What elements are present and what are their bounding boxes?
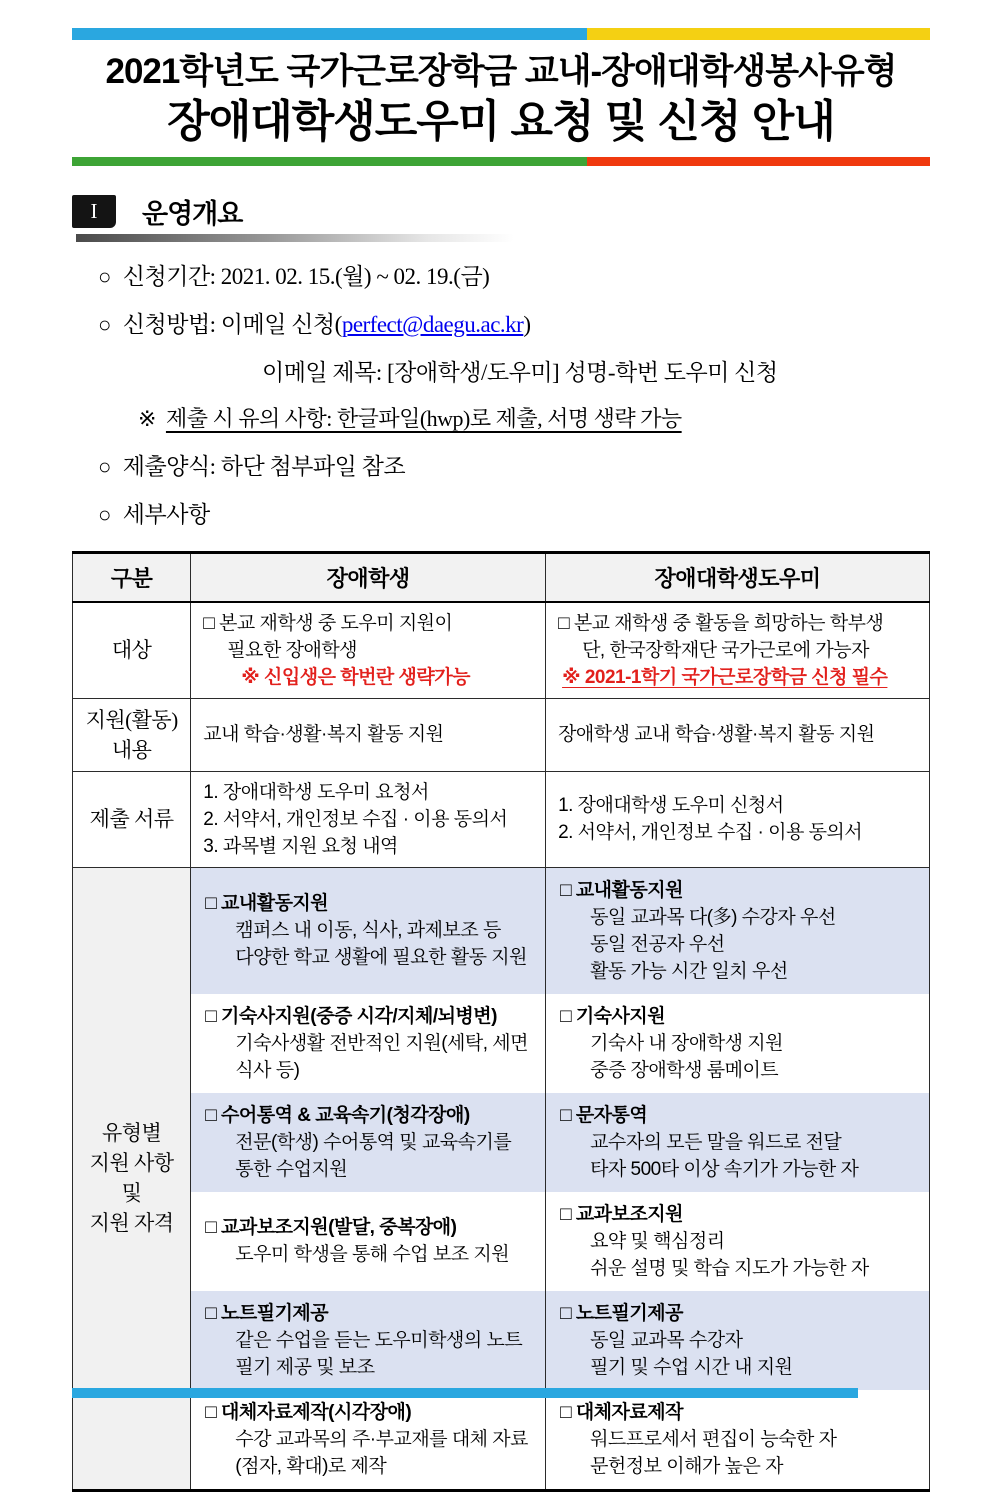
helper-support-cell: [546, 867, 930, 994]
table-header-cell: 장애대학생도우미: [546, 552, 930, 602]
disabled-support-cell: [191, 1093, 546, 1192]
support-type-title: □ 기숙사지원(중증 시각/지체/뇌병변): [205, 1005, 497, 1027]
disabled-content-cell: 교내 학습·생활·복지 활동 지원: [191, 698, 546, 771]
document-title: [72, 50, 930, 149]
circle-bullet-icon: ○: [98, 263, 111, 289]
table-subrow: [73, 994, 930, 1093]
intro-form-line: [72, 448, 930, 481]
row-label-line: 유형별: [101, 1121, 162, 1146]
section-underline-gradient: [76, 234, 514, 242]
footer-decorative-bar: [72, 1388, 858, 1398]
support-type-detail: 통한 수업지원: [235, 1158, 348, 1180]
support-type-title: □ 수어통역 & 교육속기(청각장애): [205, 1104, 470, 1126]
disabled-target-cell: [191, 602, 546, 699]
section-title: 운영개요: [142, 198, 243, 229]
intro-details-text: 세부사항: [122, 501, 210, 527]
intro-method-line: [72, 306, 930, 339]
intro-form-text: 제출양식: 하단 첨부파일 참조: [122, 453, 406, 479]
top-decorative-bar: [72, 28, 930, 40]
intro-note-text: 제출 시 유의 사항: 한글파일(hwp)로 제출, 서명 생략 가능: [165, 405, 682, 431]
table-header-cell: 장애학생: [191, 552, 546, 602]
cell-line: 1. 장애대학생 도우미 요청서: [203, 781, 429, 803]
circle-bullet-icon: ○: [98, 453, 111, 479]
cell-line: 1. 장애대학생 도우미 신청서: [558, 795, 784, 817]
support-type-title: □ 교내활동지원: [560, 879, 683, 901]
table-subrow: [73, 1093, 930, 1192]
helper-content-cell: 장애학생 교내 학습·생활·복지 활동 지원: [546, 698, 930, 771]
reference-mark-icon: ※: [138, 405, 156, 431]
top-bar-yellow-segment: [587, 28, 930, 40]
intro-email-subject-line: [72, 354, 930, 387]
circle-bullet-icon: ○: [98, 501, 111, 527]
cell-line: □ 본교 재학생 중 도우미 지원이: [203, 612, 453, 634]
support-type-detail: 쉬운 설명 및 학습 지도가 가능한 자: [590, 1257, 869, 1279]
row-label-line: 내용: [111, 737, 152, 762]
disabled-support-cell: [191, 994, 546, 1093]
circle-bullet-icon: ○: [98, 311, 111, 337]
intro-details-line: [72, 496, 930, 529]
support-type-detail: (점자, 확대)로 제작: [235, 1455, 387, 1477]
disabled-docs-cell: [191, 771, 546, 867]
support-type-detail: 도우미 학생을 통해 수업 보조 지원: [235, 1244, 510, 1266]
support-type-title: □ 기숙사지원: [560, 1005, 666, 1027]
support-type-title: □ 교과보조지원(발달, 중복장애): [205, 1217, 457, 1239]
table-subrow: [73, 867, 930, 994]
red-note-line: ※ 2021-1학기 국가근로장학금 신청 필수: [562, 666, 888, 688]
intro-period-text: 신청기간: 2021. 02. 15.(월) ~ 02. 19.(금): [122, 263, 490, 289]
row-label-line: 지원 사항: [89, 1151, 174, 1176]
support-type-detail: 기숙사 내 장애학생 지원: [590, 1032, 783, 1054]
email-link[interactable]: perfect@daegu.ac.kr: [341, 311, 524, 337]
red-note-line: ※ 신입생은 학번란 생략가능: [241, 666, 470, 688]
table-header-cell: 구분: [73, 552, 191, 602]
support-type-detail: 동일 전공자 우선: [590, 933, 725, 955]
info-table-wrap: [72, 551, 930, 1492]
table-subrow: [73, 1390, 930, 1491]
support-type-detail: 캠퍼스 내 이동, 식사, 과제보조 등: [235, 920, 501, 942]
support-type-detail: 워드프로세서 편집이 능숙한 자: [590, 1428, 837, 1450]
row-label-cell: 제출 서류: [73, 771, 191, 867]
support-type-detail: 수강 교과목의 주·부교재를 대체 자료: [235, 1428, 529, 1450]
support-type-title: □ 노트필기제공: [205, 1302, 329, 1324]
support-type-title: □ 교내활동지원: [205, 893, 329, 915]
helper-support-cell: [546, 1093, 930, 1192]
cell-line: 2. 서약서, 개인정보 수집 · 이용 동의서: [203, 808, 508, 830]
row-label-cell: [73, 698, 191, 771]
helper-support-cell: [546, 1291, 930, 1390]
cell-line: 2. 서약서, 개인정보 수집 · 이용 동의서: [558, 822, 863, 844]
support-type-detail: 문헌정보 이해가 높은 자: [590, 1455, 783, 1477]
support-type-detail: 같은 수업을 듣는 도우미학생의 노트: [235, 1329, 523, 1351]
support-type-detail: 다양한 학교 생활에 필요한 활동 지원: [235, 947, 527, 969]
support-type-detail: 활동 가능 시간 일치 우선: [590, 960, 788, 982]
support-type-title: □ 교과보조지원: [560, 1203, 683, 1225]
divider-red-segment: [587, 157, 930, 166]
divider-green-segment: [72, 157, 587, 166]
title-line-2: 장애대학생도우미 요청 및 신청 안내: [167, 96, 835, 146]
support-type-detail: 중증 장애학생 룸메이트: [590, 1059, 779, 1081]
disabled-support-cell: [191, 1291, 546, 1390]
table-row-target: [73, 602, 930, 699]
support-type-detail: 동일 교과목 수강자: [590, 1329, 743, 1351]
support-type-detail: 필기 제공 및 보조: [235, 1356, 375, 1378]
support-type-detail: 타자 500타 이상 속기가 가능한 자: [590, 1158, 859, 1180]
cell-line: 3. 과목별 지원 요청 내역: [203, 835, 398, 857]
table-row-content: [73, 698, 930, 771]
helper-support-cell: [546, 1390, 930, 1491]
intro-note-line: [72, 402, 930, 433]
helper-support-cell: [546, 994, 930, 1093]
row-label-cell: 대상: [73, 602, 191, 699]
intro-list: [72, 258, 930, 529]
cell-line: 필요한 장애학생: [227, 639, 358, 661]
row-label-line: 및: [121, 1181, 142, 1206]
cell-line: □ 본교 재학생 중 활동을 희망하는 학부생: [558, 612, 884, 634]
table-subrow: [73, 1291, 930, 1390]
cell-line: 단, 한국장학재단 국가근로에 가능자: [582, 639, 869, 661]
support-type-detail: 식사 등): [235, 1059, 300, 1081]
row-label-line: 지원(활동): [85, 707, 178, 732]
section-numeral-box: I: [72, 195, 116, 228]
intro-period-line: [72, 258, 930, 291]
helper-target-cell: [546, 602, 930, 699]
support-type-detail: 기숙사생활 전반적인 지원(세탁, 세면: [235, 1032, 529, 1054]
support-type-detail: 교수자의 모든 말을 워드로 전달: [590, 1131, 842, 1153]
intro-email-subject-text: 이메일 제목: [장애학생/도우미] 성명-학번 도우미 신청: [262, 359, 778, 385]
support-type-detail: 전문(학생) 수어통역 및 교육속기를: [235, 1131, 512, 1153]
info-table: [72, 551, 930, 1492]
row-label-line: 지원 자격: [89, 1211, 174, 1236]
support-type-title: □ 대체자료제작: [560, 1401, 683, 1423]
disabled-support-cell: [191, 1192, 546, 1291]
table-row-docs: [73, 771, 930, 867]
support-type-detail: 필기 및 수업 시간 내 지원: [590, 1356, 793, 1378]
top-bar-blue-segment: [72, 28, 587, 40]
support-type-title: □ 노트필기제공: [560, 1302, 683, 1324]
support-type-title: □ 문자통역: [560, 1104, 648, 1126]
disabled-support-cell: [191, 867, 546, 994]
support-type-title: □ 대체자료제작(시각장애): [205, 1401, 412, 1423]
support-type-detail: 동일 교과목 다(多) 수강자 우선: [590, 906, 836, 928]
helper-support-cell: [546, 1192, 930, 1291]
support-type-detail: 요약 및 핵심정리: [590, 1230, 725, 1252]
table-header-row: [73, 552, 930, 602]
section-header: [72, 192, 930, 231]
title-line-1: 2021학년도 국가근로장학금 교내-장애대학생봉사유형: [105, 52, 897, 91]
title-divider-bar: [72, 157, 930, 166]
intro-method-text: 신청방법: 이메일 신청(perfect@daegu.ac.kr): [122, 311, 531, 337]
helper-docs-cell: [546, 771, 930, 867]
table-subrow: [73, 1192, 930, 1291]
disabled-support-cell: [191, 1390, 546, 1491]
